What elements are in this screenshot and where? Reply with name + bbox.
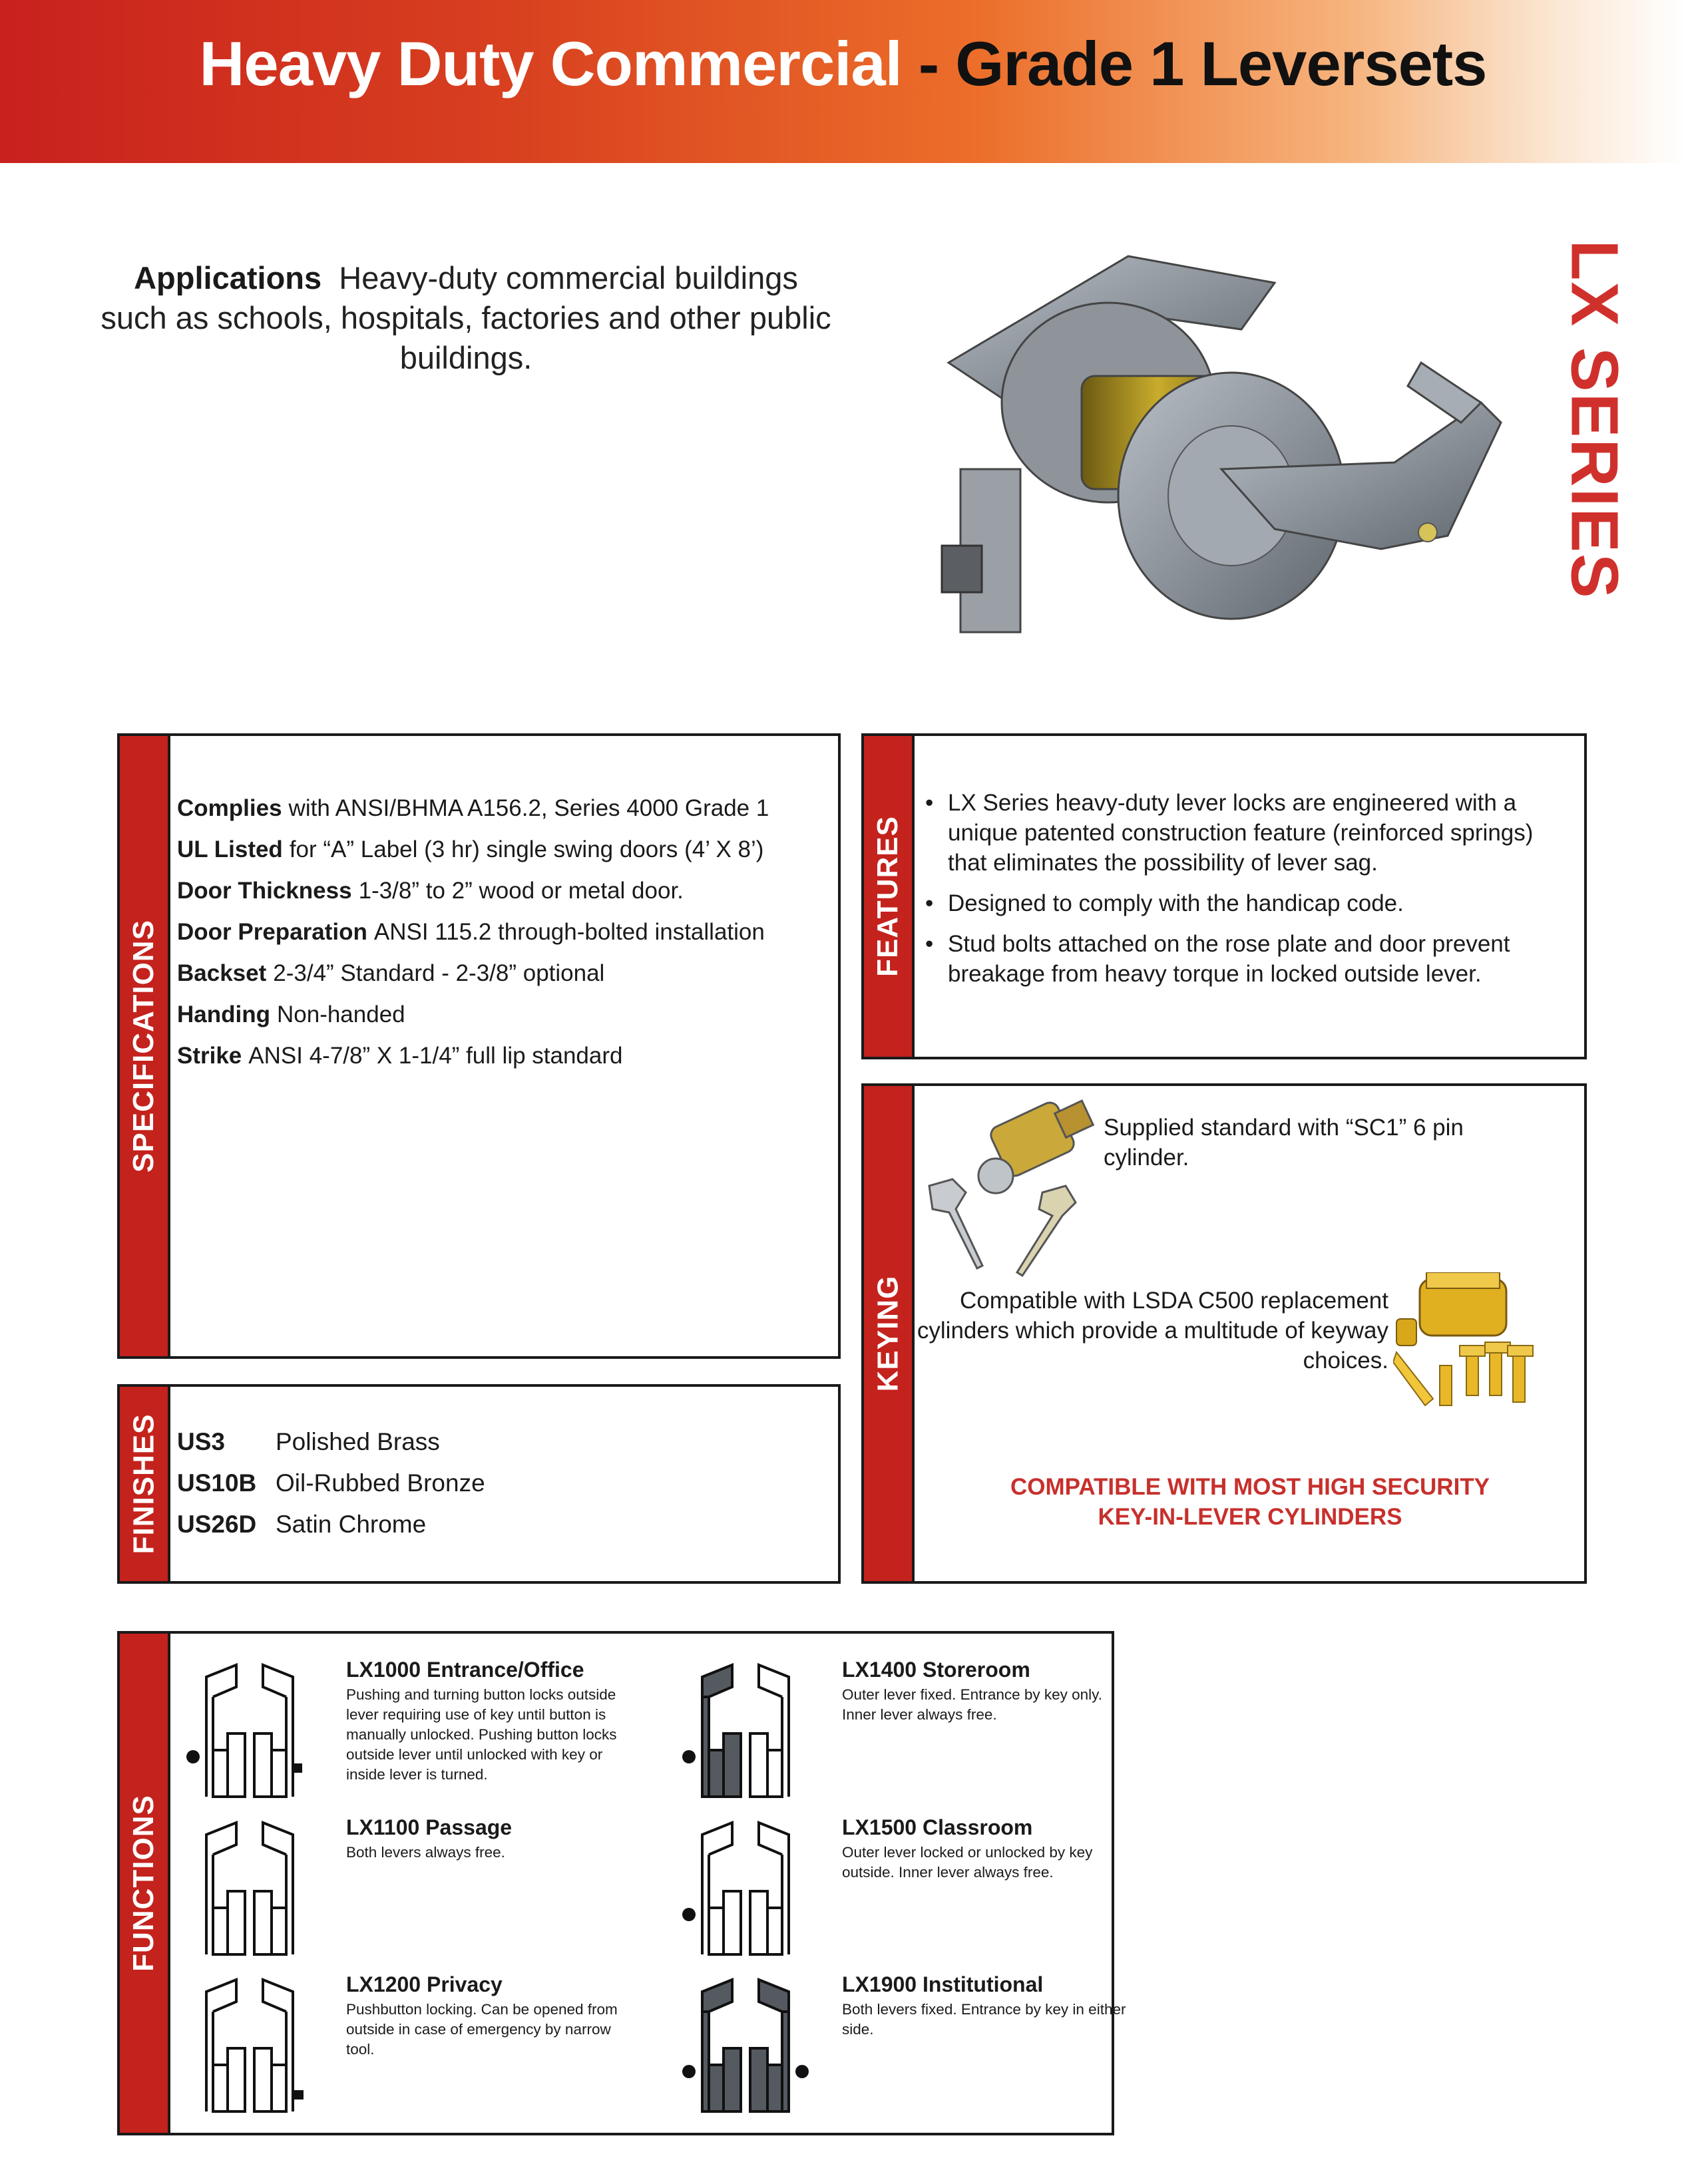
lx1500-diagram: [669, 1815, 822, 1958]
function-desc: Pushbutton locking. Can be opened from outside in case of emergency by narrow tool.: [346, 2001, 618, 2058]
finish-row: [177, 1421, 485, 1463]
keying-note-line-2: KEY-IN-LEVER CYLINDERS: [1098, 1504, 1402, 1530]
spec-row: [177, 788, 825, 829]
spec-row: [177, 1035, 825, 1077]
function-desc: Both levers always free.: [346, 1844, 505, 1861]
functions-panel: [117, 1631, 1126, 2135]
lx1000-diagram: [173, 1657, 326, 1800]
function-title: LX1000 Entrance/Office: [346, 1658, 584, 1682]
spec-value: Non-handed: [276, 1001, 405, 1027]
specifications-tab-label: SPECIFICATIONS: [127, 920, 160, 1173]
functions-tab-label: FUNCTIONS: [127, 1795, 160, 1972]
spec-row: [177, 994, 825, 1035]
finish-row: [177, 1504, 485, 1545]
keying-compatible-text: Compatible with LSDA C500 replacement cylinders which provide a multitude of keyway choices.: [917, 1288, 1388, 1373]
spec-row: [177, 953, 825, 994]
finishes-tab: [120, 1387, 170, 1581]
spec-value: 1-3/8” to 2” wood or metal door.: [358, 878, 684, 904]
series-tag-text: LX SERIES: [1557, 239, 1632, 600]
title-part-1: Heavy Duty Commercial: [199, 29, 902, 98]
keying-note-line-1: COMPATIBLE WITH MOST HIGH SECURITY: [1010, 1474, 1490, 1500]
replacement-cylinders-photo: [1393, 1272, 1543, 1415]
leverset-product-photo: [929, 243, 1508, 655]
spec-label: Backset: [177, 960, 267, 986]
function-item-lx1100: [346, 1815, 639, 1863]
lx1200-diagram: [173, 1972, 326, 2115]
keying-standard-text: Supplied standard with “SC1” 6 pin cylinder.: [1104, 1115, 1464, 1171]
keying-tab-label: KEYING: [871, 1275, 905, 1392]
feature-item: • Stud bolts attached on the rose plate and door prevent breakage from heavy torque in locked outside lever.: [921, 929, 1571, 989]
spec-label: Handing: [177, 1001, 270, 1027]
finish-name: Polished Brass: [276, 1428, 440, 1455]
function-title: LX1900 Institutional: [842, 1972, 1044, 1996]
finish-row: [177, 1463, 485, 1504]
spec-value: ANSI 4-7/8” X 1-1/4” full lip standard: [248, 1043, 623, 1069]
spec-row: [177, 870, 825, 912]
finish-code: US26D: [177, 1511, 257, 1538]
spec-row: [177, 912, 825, 953]
feature-item: • LX Series heavy-duty lever locks are engineered with a unique patented construction feature (reinforced springs) that eliminates the possibility of lever sag.: [921, 788, 1571, 878]
keying-panel: [861, 1083, 1587, 1584]
features-tab: [864, 736, 915, 1057]
applications-label: Applications: [134, 260, 322, 295]
title-part-2: - Grade 1 Leversets: [901, 29, 1487, 98]
spec-label: UL Listed: [177, 836, 283, 862]
finish-name: Satin Chrome: [276, 1511, 427, 1538]
function-item-lx1200: [346, 1972, 639, 2060]
function-title: LX1100 Passage: [346, 1815, 513, 1839]
spec-label: Complies: [177, 795, 282, 821]
spec-row: [177, 829, 825, 870]
keying-compatibility-note: [916, 1472, 1584, 1532]
keying-tab: [864, 1086, 915, 1581]
function-desc: Both levers fixed. Entrance by key in either side.: [842, 2001, 1126, 2038]
spec-value: for “A” Label (3 hr) single swing doors (4’ X 8’): [289, 836, 764, 862]
function-title: LX1400 Storeroom: [842, 1658, 1030, 1682]
spec-label: Strike: [177, 1043, 242, 1069]
lx1100-diagram: [173, 1815, 326, 1958]
functions-tab: [120, 1634, 170, 2133]
features-list: [921, 788, 1571, 1000]
finishes-panel: [117, 1384, 841, 1584]
specifications-tab: [120, 736, 170, 1356]
applications-body: Heavy-duty commercial buildings such as schools, hospitals, factories and other public buildings.: [101, 260, 831, 375]
function-item-lx1400: [842, 1657, 1135, 1725]
finish-name: Oil-Rubbed Bronze: [276, 1469, 485, 1497]
function-desc: Outer lever locked or unlocked by key outside. Inner lever always free.: [842, 1844, 1093, 1881]
features-panel: [861, 733, 1587, 1059]
spec-value: 2-3/4” Standard - 2-3/8” optional: [273, 960, 605, 986]
page-title: [0, 28, 1686, 100]
function-title: LX1200 Privacy: [346, 1972, 503, 1996]
function-desc: Pushing and turning button locks outside lever requiring use of key until button is manually unlocked. Pushing button locks outside lever until unlocked with key or inside lever is turned.: [346, 1686, 617, 1783]
function-title: LX1500 Classroom: [842, 1815, 1033, 1839]
spec-label: Door Preparation: [177, 919, 367, 945]
function-desc: Outer lever fixed. Entrance by key only. Inner lever always free.: [842, 1686, 1103, 1723]
finishes-tab-label: FINISHES: [127, 1413, 160, 1554]
applications-text: [100, 258, 832, 378]
features-tab-label: FEATURES: [871, 816, 905, 977]
cylinder-and-keys-photo: [916, 1093, 1109, 1282]
finishes-list: [177, 1421, 485, 1545]
lx1900-diagram: [669, 1972, 822, 2115]
series-tag: [1558, 240, 1631, 599]
function-item-lx1500: [842, 1815, 1135, 1883]
specifications-list: [177, 788, 825, 1077]
spec-label: Door Thickness: [177, 878, 352, 904]
finish-code: US10B: [177, 1469, 257, 1497]
function-item-lx1000: [346, 1657, 639, 1785]
feature-item: • Designed to comply with the handicap code.: [921, 888, 1571, 918]
finish-code: US3: [177, 1428, 225, 1455]
lx1400-diagram: [669, 1657, 822, 1800]
specifications-panel: [117, 733, 841, 1359]
function-item-lx1900: [842, 1972, 1135, 2040]
spec-value: with ANSI/BHMA A156.2, Series 4000 Grade 1: [288, 795, 769, 821]
spec-value: ANSI 115.2 through-bolted installation: [373, 919, 765, 945]
